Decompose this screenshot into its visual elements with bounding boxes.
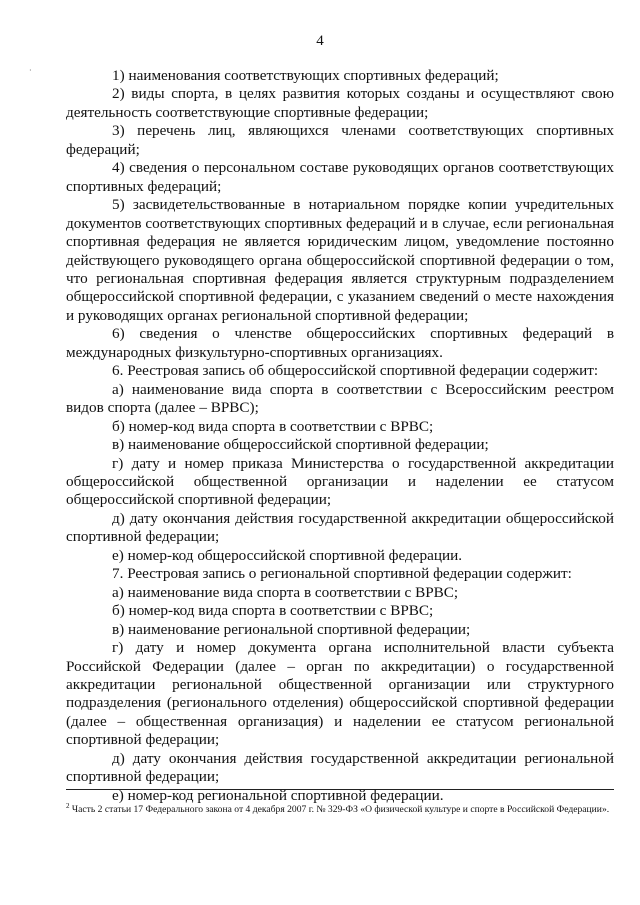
paragraph: д) дату окончания действия государственной аккредитации региональной спортивной федерации;	[66, 749, 614, 786]
footnote-text: Часть 2 статьи 17 Федерального закона от 4 декабря 2007 г. № 329-ФЗ «О физической культуре и спорте в Российской Федерации».	[71, 804, 610, 815]
paragraph: е) номер-код общероссийской спортивной федерации.	[112, 546, 463, 564]
paragraph: в) наименование общероссийской спортивной федерации;	[112, 436, 489, 454]
page-number: 4	[316, 33, 324, 49]
paragraph: е) номер-код региональной спортивной федерации.	[112, 786, 444, 804]
scan-artifact-mark: ·	[29, 66, 32, 75]
footnote-separator	[66, 789, 614, 790]
paragraph: д) дату окончания действия государственной аккредитации общероссийской спортивной федерации;	[66, 509, 614, 546]
paragraph: 5) засвидетельствованные в нотариальном порядке копии учредительных документов соответствующих спортивных федераций и в случае, если региональная спортивная федерация не является юридическим лицом, уведомление постоянно действующего руководящего органа общероссийской спортивной федерации о том, что региональная спортивная федерация является структурным подразделением общероссийской спортивной федерации, с указанием сведений о месте нахождения и руководящих органах региональной спортивной федерации;	[66, 196, 614, 324]
paragraph: 2) виды спорта, в целях развития которых созданы и осуществляют свою деятельность соответствующие спортивные федерации;	[66, 85, 614, 121]
section-heading: 6. Реестровая запись об общероссийской спортивной федерации содержит:	[112, 362, 599, 380]
document-body	[66, 67, 614, 805]
paragraph: б) номер-код вида спорта в соответствии с ВРВС;	[112, 602, 434, 620]
section-heading: 7. Реестровая запись о региональной спортивной федерации содержит:	[112, 565, 572, 583]
paragraph: в) наименование региональной спортивной федерации;	[112, 620, 471, 638]
footnote-mark: 2	[66, 801, 70, 810]
paragraph: б) номер-код вида спорта в соответствии с ВРВС;	[112, 417, 434, 435]
paragraph: 3) перечень лиц, являющихся членами соответствующих спортивных федераций;	[66, 122, 614, 158]
paragraph: а) наименование вида спорта в соответствии с ВРВС;	[112, 583, 459, 601]
footnote	[66, 801, 614, 816]
paragraph: 1) наименования соответствующих спортивных федераций;	[112, 67, 499, 84]
paragraph: 6) сведения о членстве общероссийских спортивных федераций в международных физкультурно-спортивных организациях.	[66, 325, 614, 361]
paragraph: 4) сведения о персональном составе руководящих органов соответствующих спортивных федераций;	[66, 159, 614, 195]
paragraph: г) дату и номер документа органа исполнительной власти субъекта Российской Федерации (далее – орган по аккредитации) о государственной аккредитации региональной общественной организации или структурного подразделения (регионального отделения) общероссийской спортивной федерации (далее – общественная организация) и наделении ее статусом региональной спортивной федерации;	[66, 639, 614, 749]
paragraph: г) дату и номер приказа Министерства о государственной аккредитации общероссийской общественной организации и наделении ее статусом общероссийской спортивной федерации;	[66, 454, 614, 509]
paragraph: а) наименование вида спорта в соответствии с Всероссийским реестром видов спорта (далее – ВРВС);	[66, 380, 614, 417]
